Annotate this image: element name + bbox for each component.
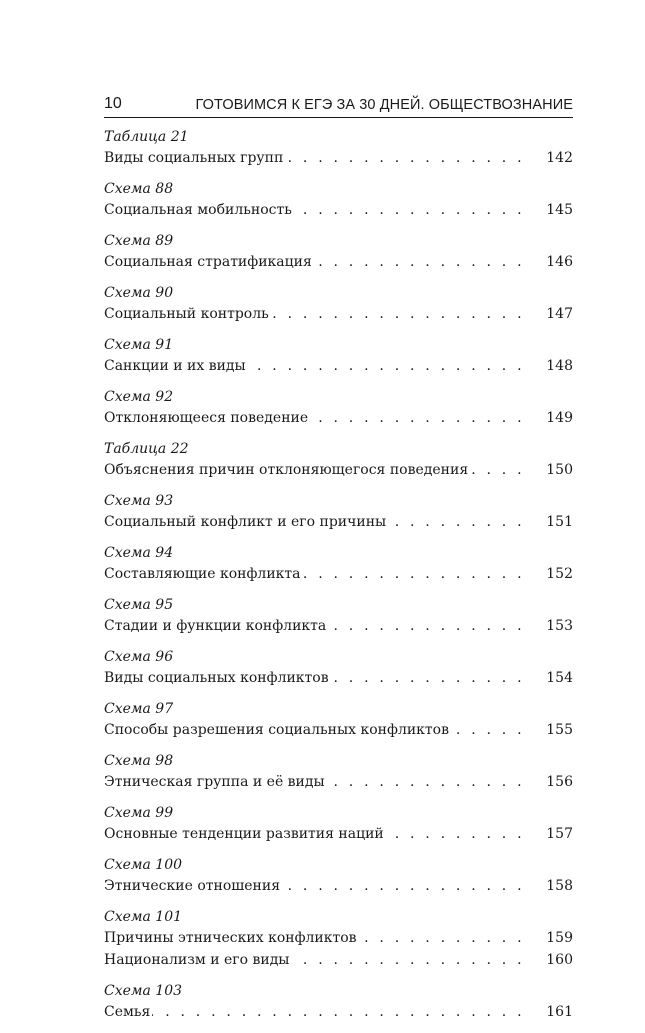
toc-entry — [104, 949, 573, 971]
toc-entry-title: Отклоняющееся поведение — [104, 410, 309, 426]
toc-entry-page: 156 — [529, 771, 573, 793]
page-number: 10 — [104, 95, 122, 112]
toc-entry-label: Схема 96 — [104, 649, 174, 665]
toc-entry — [104, 439, 573, 481]
toc-entry-row — [104, 511, 573, 533]
toc-entry-label: Схема 97 — [104, 701, 174, 717]
toc-entry-row — [104, 615, 573, 637]
toc-entry-row — [104, 823, 573, 845]
toc-entry — [104, 595, 573, 637]
toc-entry-page: 157 — [529, 823, 573, 845]
toc-entry-label: Схема 91 — [104, 337, 174, 353]
running-title: ГОТОВИМСЯ К ЕГЭ ЗА 30 ДНЕЙ. ОБЩЕСТВОЗНАНИЕ — [195, 97, 573, 113]
toc-entry-page: 145 — [529, 199, 573, 221]
toc-entry-page: 148 — [529, 355, 573, 377]
toc-entry-title: Этническая группа и её виды — [104, 774, 325, 790]
toc-entry-title: Этнические отношения — [104, 878, 281, 894]
toc-entry-row — [104, 459, 573, 481]
toc-entry-title: Основные тенденции развития наций — [104, 826, 384, 842]
toc-entry-row — [104, 719, 573, 741]
toc-entry-label: Схема 101 — [104, 909, 183, 925]
toc-entry-label: Таблица 21 — [104, 129, 189, 145]
toc-entry-title: Социальный конфликт и его причины — [104, 514, 387, 530]
toc-entry-row — [104, 667, 573, 689]
toc-entry-page: 161 — [529, 1001, 573, 1023]
toc-entry — [104, 699, 573, 741]
toc-entry — [104, 127, 573, 169]
toc-entry-title: Санкции и их виды — [104, 358, 246, 374]
toc-entry-row — [104, 771, 573, 793]
toc-entry-page: 160 — [529, 949, 573, 971]
toc-entry-page: 158 — [529, 875, 573, 897]
toc-entry-title: Социальная стратификация — [104, 254, 312, 270]
toc-entry — [104, 283, 573, 325]
page-header — [104, 93, 573, 118]
toc-entry — [104, 751, 573, 793]
toc-entry — [104, 491, 573, 533]
toc-entry — [104, 803, 573, 845]
toc-entry-label: Схема 92 — [104, 389, 174, 405]
toc-entry-label: Схема 100 — [104, 857, 183, 873]
toc-entry-title: Виды социальных конфликтов — [104, 670, 329, 686]
toc-entry — [104, 335, 573, 377]
toc-entry-title: Семья — [104, 1004, 151, 1020]
toc-entry — [104, 231, 573, 273]
toc-entry-page: 154 — [529, 667, 573, 689]
toc-entry-row — [104, 875, 573, 897]
toc-entry-row — [104, 251, 573, 273]
table-of-contents — [104, 127, 573, 1033]
toc-entry — [104, 387, 573, 429]
toc-entry — [104, 647, 573, 689]
toc-entry-row — [104, 1001, 573, 1023]
toc-entry-page: 147 — [529, 303, 573, 325]
toc-entry-row — [104, 927, 573, 949]
toc-entry-row — [104, 147, 573, 169]
toc-entry-label: Схема 90 — [104, 285, 174, 301]
toc-entry-page: 153 — [529, 615, 573, 637]
toc-entry-title: Социальный контроль — [104, 306, 269, 322]
toc-entry-label: Схема 94 — [104, 545, 174, 561]
toc-entry-page: 142 — [529, 147, 573, 169]
toc-entry-page: 152 — [529, 563, 573, 585]
toc-entry-label: Схема 103 — [104, 983, 183, 999]
toc-entry-title: Причины этнических конфликтов — [104, 930, 357, 946]
toc-entry-page: 159 — [529, 927, 573, 949]
toc-entry-title: Составляющие конфликта — [104, 566, 301, 582]
toc-entry-label: Схема 89 — [104, 233, 174, 249]
toc-entry-row — [104, 563, 573, 585]
toc-entry-row — [104, 303, 573, 325]
toc-entry-row — [104, 199, 573, 221]
toc-entry-title: Способы разрешения социальных конфликтов — [104, 722, 449, 738]
toc-entry — [104, 179, 573, 221]
toc-entry-page: 146 — [529, 251, 573, 273]
toc-entry-label: Схема 93 — [104, 493, 174, 509]
toc-entry-row — [104, 407, 573, 429]
toc-entry-row — [104, 949, 573, 971]
toc-entry-label: Схема 95 — [104, 597, 174, 613]
toc-entry — [104, 907, 573, 949]
dot-leader — [104, 1001, 525, 1023]
toc-entry-page: 150 — [529, 459, 573, 481]
toc-entry-page: 155 — [529, 719, 573, 741]
toc-entry-page: 149 — [529, 407, 573, 429]
toc-entry — [104, 543, 573, 585]
toc-entry-page: 151 — [529, 511, 573, 533]
toc-entry-label: Схема 88 — [104, 181, 174, 197]
toc-entry-title: Социальная мобильность — [104, 202, 292, 218]
toc-entry-label: Схема 99 — [104, 805, 174, 821]
toc-entry-label: Схема 98 — [104, 753, 174, 769]
toc-entry-title: Объяснения причин отклоняющегося поведения — [104, 462, 469, 478]
toc-entry-title: Стадии и функции конфликта — [104, 618, 327, 634]
toc-entry-title: Национализм и его виды — [104, 952, 290, 968]
toc-entry — [104, 855, 573, 897]
toc-entry-title: Виды социальных групп — [104, 150, 284, 166]
toc-entry — [104, 981, 573, 1023]
toc-entry-label: Таблица 22 — [104, 441, 189, 457]
toc-entry-row — [104, 355, 573, 377]
